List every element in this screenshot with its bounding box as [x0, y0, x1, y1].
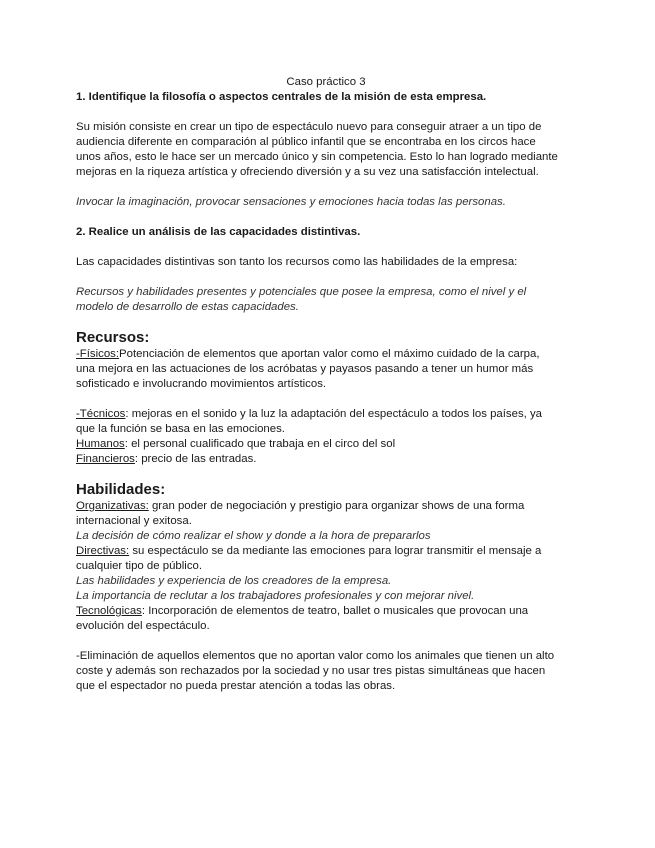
- tecnicos-text: : mejoras en el sonido y la luz la adaptación del espectáculo a todos los países, ya: [125, 408, 543, 420]
- capabilities-italic: Recursos y habilidades presentes y potenciales que posee la empresa, como el nivel y el: [76, 286, 527, 298]
- organizativas-label: Organizativas:: [76, 500, 149, 512]
- fisicos-label: -Físicos:: [76, 348, 120, 360]
- financieros-text: : precio de las entradas.: [134, 453, 257, 465]
- organizativas-text: gran poder de negociación y prestigio para organizar shows de una forma: [148, 500, 525, 512]
- mission-italic: Invocar la imaginación, provocar sensaciones y emociones hacia todas las personas.: [76, 196, 506, 208]
- mission-line: mejoras en la riqueza artística y ofreciendo diversión y a su vez una satisfacción intelectual.: [76, 166, 539, 178]
- tecnicos-line: que la función se basa en las emociones.: [76, 423, 285, 435]
- tecnologicas-label: Tecnológicas: [76, 605, 142, 617]
- eliminacion-line: -Eliminación de aquellos elementos que no aportan valor como los animales que tienen un alto: [76, 650, 555, 662]
- tecnologicas-text: : Incorporación de elementos de teatro, ballet o musicales que provocan una: [141, 605, 529, 617]
- humanos-label: Humanos: [76, 438, 125, 450]
- question-2: 2. Realice un análisis de las capacidades distintivas.: [76, 226, 361, 238]
- directivas-label: Directivas:: [76, 545, 130, 557]
- directivas-text: su espectáculo se da mediante las emociones para lograr transmitir el mensaje a: [129, 545, 542, 557]
- organizativas-line: internacional y exitosa.: [76, 515, 192, 527]
- question-1: 1. Identifique la filosofía o aspectos centrales de la misión de esta empresa.: [76, 91, 487, 103]
- tecnicos-label: -Técnicos: [76, 408, 126, 420]
- directivas-italic: Las habilidades y experiencia de los creadores de la empresa.: [76, 575, 392, 587]
- capabilities-intro: Las capacidades distintivas son tanto los recursos como las habilidades de la empresa:: [76, 256, 518, 268]
- financieros-label: Financieros: [76, 453, 135, 465]
- recursos-heading: Recursos:: [76, 329, 150, 346]
- directivas-line: cualquier tipo de público.: [76, 560, 203, 572]
- fisicos-item: [76, 347, 576, 362]
- tecnicos-item: [76, 407, 576, 422]
- capabilities-italic: modelo de desarrollo de estas capacidades.: [76, 301, 299, 313]
- fisicos-line: una mejora en las actuaciones de los acróbatas y payasos pasando a tener un humor más: [76, 363, 534, 375]
- financieros-item: [76, 452, 576, 467]
- humanos-text: : el personal cualificado que trabaja en el circo del sol: [124, 438, 396, 450]
- document-title: Caso práctico 3: [286, 76, 366, 88]
- eliminacion-line: que el espectador no pueda prestar atención a todas las obras.: [76, 680, 396, 692]
- document-page: [76, 75, 576, 694]
- fisicos-text: Potenciación de elementos que aportan valor como el máximo cuidado de la carpa,: [119, 348, 540, 360]
- mission-line: audiencia diferente en comparación al público infantil que se encontraba en los circos hace: [76, 136, 536, 148]
- organizativas-italic: La decisión de cómo realizar el show y donde a la hora de prepararlos: [76, 530, 431, 542]
- tecnologicas-item: [76, 604, 576, 619]
- eliminacion-line: coste y además son rechazados por la sociedad y no usar tres pistas simultáneas que hacen: [76, 665, 546, 677]
- organizativas-item: [76, 499, 576, 514]
- directivas-italic: La importancia de reclutar a los trabajadores profesionales y con mejorar nivel.: [76, 590, 475, 602]
- habilidades-heading: Habilidades:: [76, 481, 166, 498]
- mission-line: Su misión consiste en crear un tipo de espectáculo nuevo para conseguir atraer a un tipo de: [76, 121, 542, 133]
- tecnologicas-line: evolución del espectáculo.: [76, 620, 210, 632]
- fisicos-line: sofisticado e involucrando movimientos artísticos.: [76, 378, 327, 390]
- humanos-item: [76, 437, 576, 452]
- mission-line: unos años, esto le hace ser un mercado único y sin competencia. Esto lo han logrado mediante: [76, 151, 558, 163]
- directivas-item: [76, 544, 576, 559]
